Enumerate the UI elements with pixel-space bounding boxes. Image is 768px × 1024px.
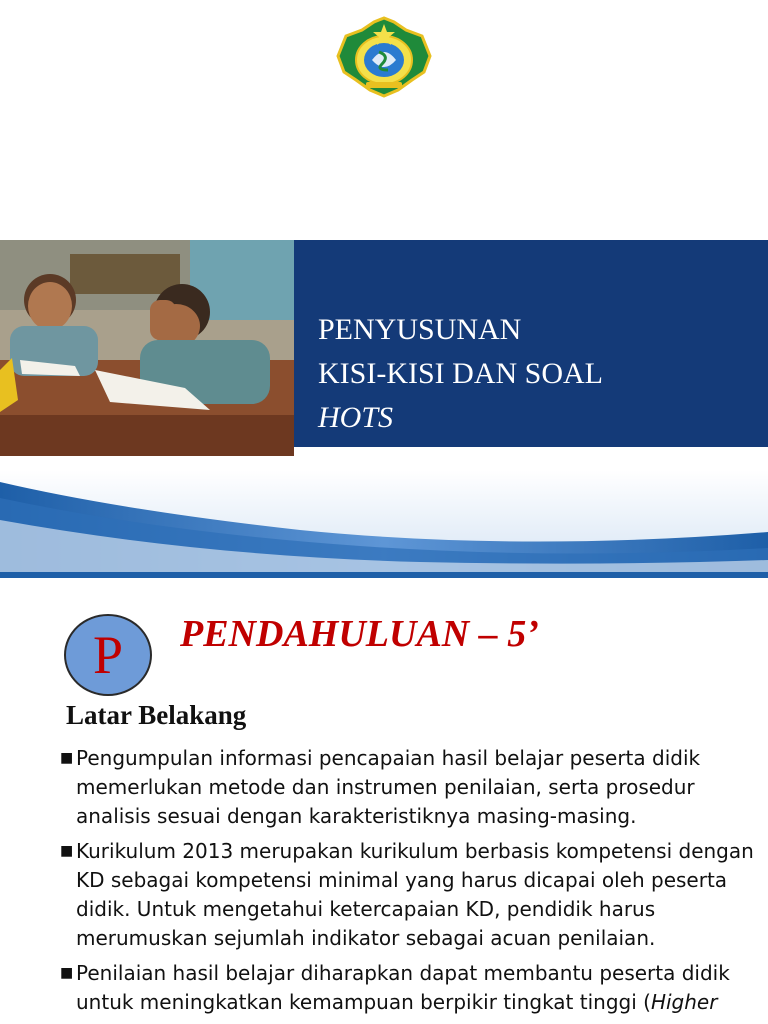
regional-emblem-logo	[332, 16, 436, 98]
bullet-marker: ■	[60, 965, 74, 981]
title-line-2: KISI-KISI DAN SOAL	[318, 357, 603, 390]
title-line-3: HOTS	[318, 401, 394, 434]
bullet-marker: ■	[60, 843, 74, 859]
section-badge	[64, 614, 152, 696]
title-line-1: PENYUSUNAN	[318, 313, 522, 346]
bullet-item	[60, 744, 760, 831]
section-badge-letter: P	[92, 625, 124, 685]
title-panel	[294, 240, 768, 447]
bullet-item	[60, 837, 760, 953]
bullet-text: Kurikulum 2013 merupakan kurikulum berbasis kompetensi dengan KD sebagai kompetensi minimal yang harus dicapai oleh peserta didik. Untuk mengetahui ketercapaian KD, pendidik harus merumuskan sejumlah indikator sebagai acuan penilaian.	[76, 839, 754, 950]
bullet-item	[60, 959, 760, 1017]
bullet-marker: ■	[60, 750, 74, 766]
decorative-swoosh-band	[0, 470, 768, 578]
bullet-text: Penilaian hasil belajar diharapkan dapat membantu peserta didik untuk meningkatkan kemampuan berpikir tingkat tinggi (	[76, 961, 730, 1014]
bullet-text-italic: Higher	[650, 990, 718, 1014]
students-classroom-photo	[0, 240, 294, 456]
subheading: Latar Belakang	[66, 700, 247, 730]
section-heading: PENDAHULUAN – 5’	[180, 613, 539, 655]
title-divider	[294, 447, 768, 456]
bullet-text: Pengumpulan informasi pencapaian hasil belajar peserta didik memerlukan metode dan instrumen penilaian, serta prosedur analisis sesuai dengan karakteristiknya masing-masing.	[76, 746, 701, 828]
bullet-list	[60, 744, 760, 1023]
